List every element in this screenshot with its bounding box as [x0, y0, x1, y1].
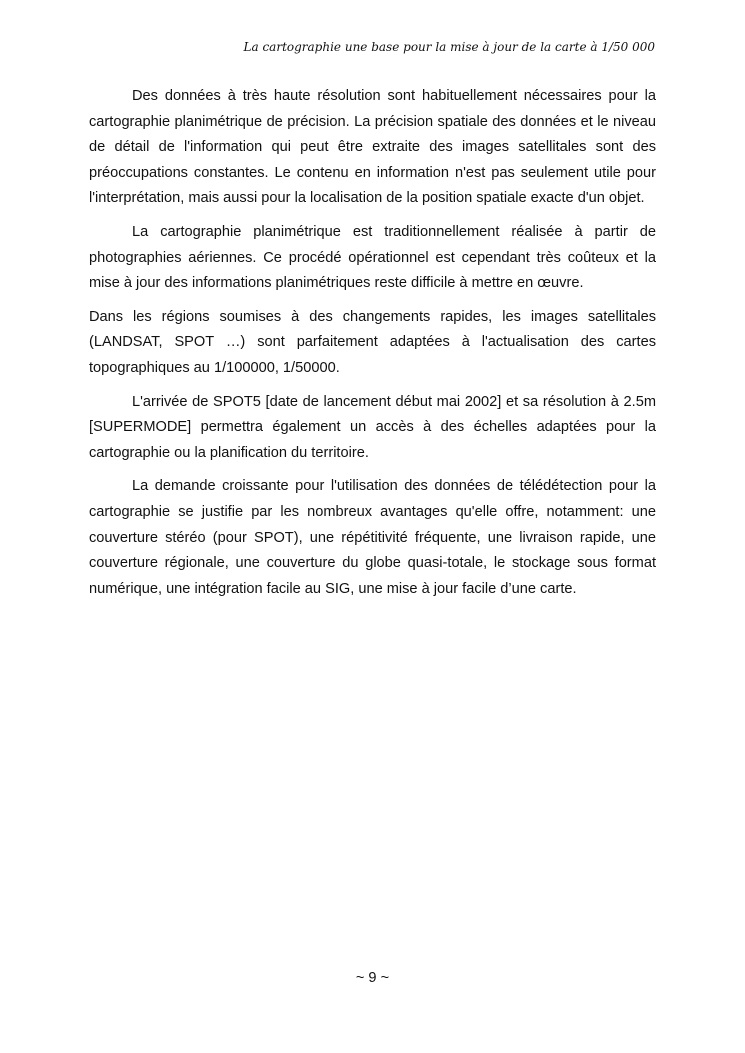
- body-text: [89, 84, 656, 610]
- running-header: La cartographie une base pour la mise à jour de la carte à 1/50 000: [243, 40, 655, 54]
- paragraph-rapid-change-regions: Dans les régions soumises à des changements rapides, les images satellitales (LANDSAT, SPOT …) sont parfaitement adaptées à l'actualisation des cartes topographiques au 1/100000, 1/50000.: [89, 308, 656, 376]
- page-number: ~ 9 ~: [355, 970, 390, 986]
- paragraph-resolution: Des données à très haute résolution sont habituellement nécessaires pour la cartographie planimétrique de précision. La précision spatiale des données et le niveau de détail de l'information qui peut être extraite des images satellitales sont des préoccupations constantes. Le contenu en information n'est pas seulement utile pour l'interprétation, mais aussi pour la localisation de la position spatiale exacte d'un objet.: [89, 88, 656, 207]
- paragraph-remote-sensing-demand: La demande croissante pour l'utilisation des données de télédétection pour la cartographie se justifie par les nombreux avantages qu'elle offre, notamment: une couverture stéréo (pour SPOT), une répétitivité fréquente, une livraison rapide, une couverture régionale, une couverture du globe quasi-totale, le stockage sous format numérique, une intégration facile au SIG, une mise à jour facile d’une carte.: [89, 478, 656, 597]
- paragraph-aerial-photography: La cartographie planimétrique est traditionnellement réalisée à partir de photographies aériennes. Ce procédé opérationnel est cependant très coûteux et la mise à jour des informations planimétriques reste difficile à mettre en œuvre.: [89, 223, 656, 292]
- paragraph-spot5: L'arrivée de SPOT5 [date de lancement début mai 2002] et sa résolution à 2.5m [SUPERMODE] permettra également un accès à des échelles adaptées pour la cartographie ou la planification du territoire.: [89, 393, 656, 461]
